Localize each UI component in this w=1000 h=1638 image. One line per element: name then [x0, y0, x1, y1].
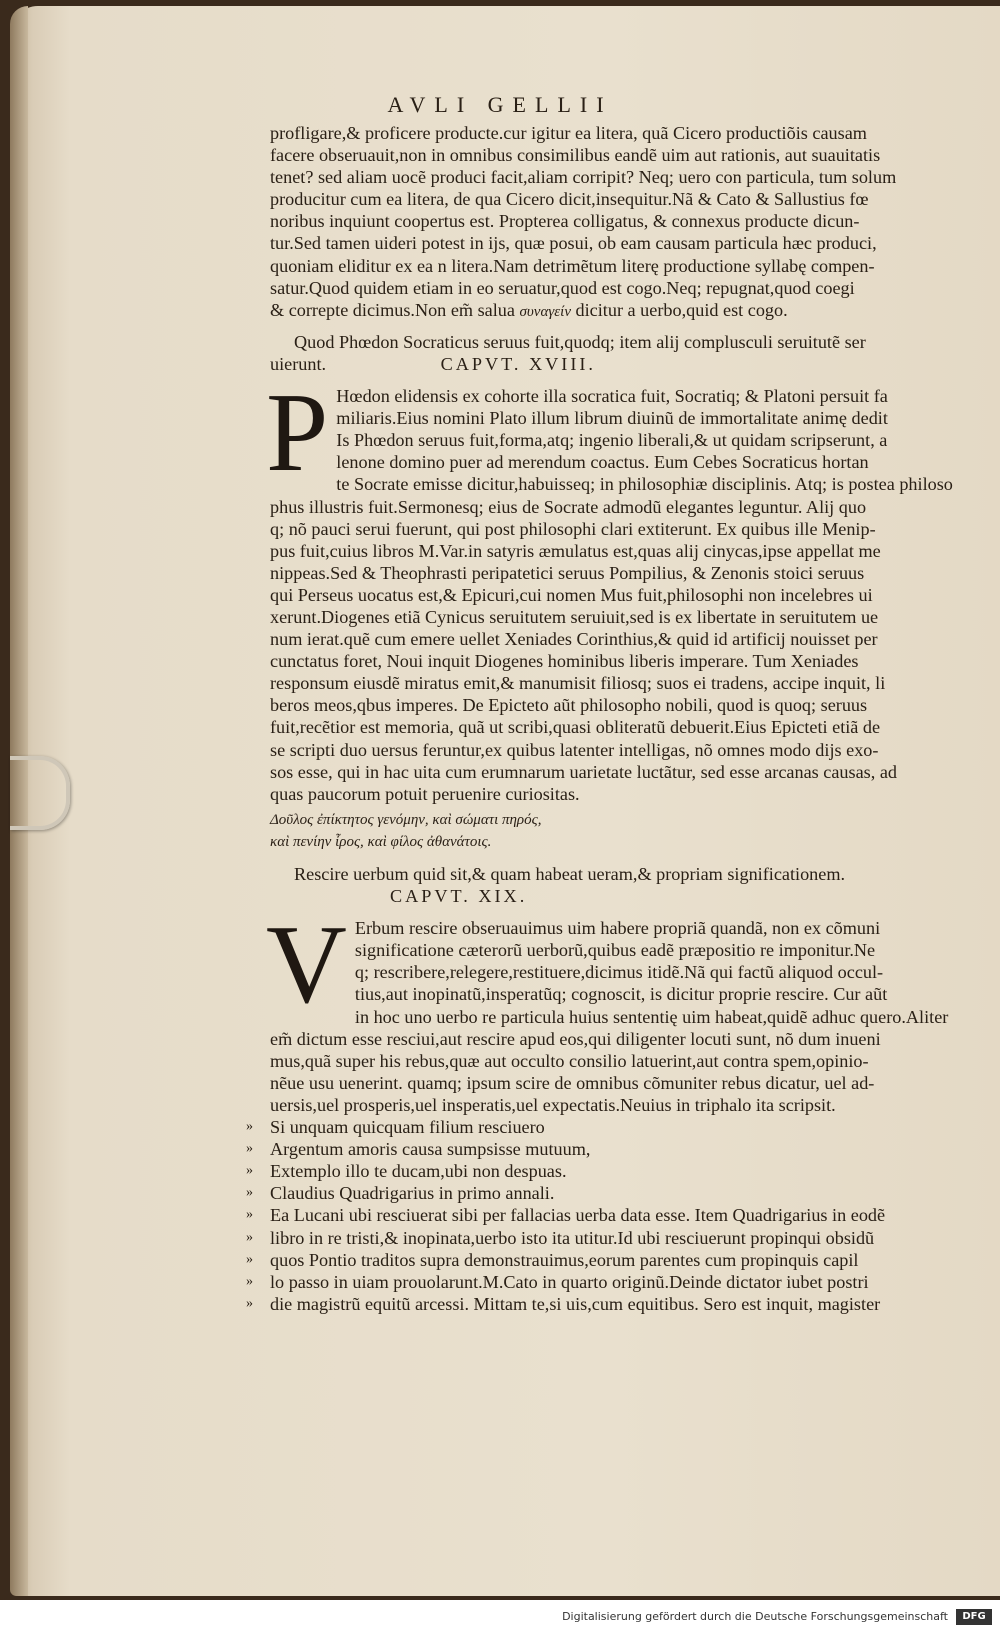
section1-last-line: [270, 299, 970, 323]
chapter18-title: Quod Phœdon Socraticus seruus fuit,quodq; item alij complusculi seruitutẽ ser: [294, 331, 866, 352]
quote-mark: »: [246, 1163, 253, 1179]
chapter18-line-2: miliaris.Eius nomini Plato illum librum diuinũ de immortalitate animę dedit: [336, 408, 888, 429]
quote-mark: »: [246, 1207, 253, 1223]
chapter18-line-1: Hœdon elidensis ex cohorte illa socratica fuit, Socratiq; & Platoni persuit fa: [336, 386, 888, 407]
section1-line-6: tur.Sed tamen uideri potest in ijs, quæ posui, ob eam causam particula hæc produci,: [270, 233, 877, 254]
chapter19-line-1: Erbum rescire obseruauimus uim habere propriã quandã, non ex cõmuni: [354, 918, 881, 939]
greek-verse: [270, 809, 970, 853]
dfg-logo-icon: DFG: [956, 1609, 992, 1625]
section-continuation: [246, 122, 970, 1315]
quoted-line-1: [246, 1116, 970, 1138]
chapter19-caput-line: [270, 885, 970, 907]
quoted-line-4: [246, 1182, 970, 1204]
chapter19-line-4: tius,aut inopinatũ,insperatũq; cognoscit, is dicitur proprie rescire. Cur aũt: [354, 984, 888, 1005]
chapter18-line-12: num ierat.quẽ cum emere uellet Xeniades Corinthius,& quid id artificij nouisset per: [270, 629, 878, 650]
chapter18-line-4: lenone domino puer ad merendum coactus. Eum Cebes Socraticus hortan: [336, 452, 869, 473]
chapter19-caput: CAPVT. XIX.: [390, 886, 528, 907]
chapter18-line-6: phus illustris fuit.Sermonesq; eius de Socrate admodũ elegantes leguntur. Alij quo: [270, 496, 867, 517]
chapter18-line-8: pus fuit,cuius libros M.Var.in satyris æmulatus est,quas alij cinycas,ipse appellat me: [270, 540, 881, 561]
chapter19-body: [266, 903, 970, 1116]
section1-line-2: facere obseruauit,non in omnibus consimilibus eandẽ uim aut rationis, aut suauitatis: [270, 145, 881, 166]
chapter18-line-7: q; nõ pauci serui fuerunt, qui post philosophi clari extiterunt. Ex quibus ille Menip-: [270, 518, 876, 539]
chapter19-title: Rescire uerbum quid sit,& quam habeat ueram,& propriam significationem.: [294, 864, 846, 884]
section1-line-1: profligare,& proficere producte.cur igitur ea litera, quã Cicero productiõis causam: [270, 123, 867, 143]
quoted-line-2: [246, 1138, 970, 1160]
chapter19-line-5: in hoc uno uerbo re particula huius sententię uim habeat,quidẽ adhuc quero.Aliter: [354, 1006, 949, 1027]
chapter19-line-9: uersis,uel prosperis,uel insperatis,uel expectatis.Neuius in triphalo ita scripsit.: [270, 1094, 836, 1115]
chapter19-line-8: nẽue usu uenerint. quamq; ipsum scire de omnibus cõmuniter rebus dicatur, uel ad-: [270, 1072, 875, 1093]
quoted-text: Ea Lucani ubi resciuerat sibi per fallacias uerba data esse. Item Quadrigarius in eodẽ: [270, 1205, 886, 1226]
quote-mark: »: [246, 1229, 253, 1245]
chapter18-line-13: cunctatus foret, Noui inquit Diogenes hominibus liberis imperare. Tum Xeniades: [270, 651, 859, 672]
section1-tail: dicitur a uerbo,quid est cogo.: [575, 299, 788, 320]
section1-line-4: producitur cum ea litera, de qua Cicero dicit,insequitur.Nã & Cato & Sallustius fœ: [270, 189, 869, 210]
greek-word: συναγείν: [519, 303, 571, 320]
chapter19-line-2: significatione cæterorũ uerborũ,quibus eadẽ præpositio re imponitur.Ne: [354, 940, 876, 961]
page-clip: [10, 756, 70, 830]
chapter19-line-3: q; rescribere,relegere,restituere,dicimus itidẽ.Nã qui factũ aliquod occul-: [354, 962, 884, 983]
quoted-text: quos Pontio traditos supra demonstrauimus,eorum parentes cum propinquis capil: [270, 1249, 859, 1270]
chapter18-initial: P: [266, 371, 329, 496]
quote-mark: »: [246, 1119, 253, 1135]
chapter18-line-10: qui Perseus uocatus est,& Epicuri,cui nomen Mus fuit,philosophi non incelebres ui: [270, 584, 873, 605]
chapter18-line-9: nippeas.Sed & Theophrasti peripatetici seruus Pompilius, & Zenonis stoici seruus: [270, 562, 865, 583]
section1-line-9: & correpte dicimus.Non em̃ salua: [270, 299, 515, 320]
quoted-text: Claudius Quadrigarius in primo annali.: [270, 1183, 555, 1204]
greek-verse-line-1: Δοῦλος ἐπίκτητος γενόμην, καὶ σώματι πηρός,: [270, 811, 542, 828]
quoted-text: Extemplo illo te ducam,ubi non despuas.: [270, 1161, 567, 1182]
chapter19-initial: V: [266, 903, 347, 1028]
quoted-line-5: [246, 1204, 970, 1226]
chapter18-line-18: sos esse, qui in hac uita cum erumnarum uarietate luctãtur, sed esse arcanas causas, ad: [270, 761, 898, 782]
chapter19-line-6: em̃ dictum esse resciui,aut rescire apud eos,qui diligenter locuti sunt, nõ dum inueni: [270, 1028, 881, 1049]
quote-mark: »: [246, 1273, 253, 1289]
chapter18-line-19: quas paucorum potuit peruenire curiositas.: [270, 783, 580, 804]
quote-mark: »: [246, 1185, 253, 1201]
quote-mark: »: [246, 1141, 253, 1157]
section1-line-3: tenet? sed aliam uocẽ produci facit,aliam corripit? Neq; uero con particula, tum solum: [270, 167, 897, 188]
chapter18-line-11: xerunt.Diogenes etiã Cynicus seruitutem seruiuit,sed is ex libertate in seruitutem ue: [270, 606, 879, 627]
quoted-line-3: [246, 1160, 970, 1182]
quoted-line-8: [246, 1271, 970, 1293]
quoted-line-9: [246, 1293, 970, 1315]
quote-mark: »: [246, 1295, 253, 1311]
chapter19-line-7: mus,quã super his rebus,quæ aut occulto consilio latuerint,aut contra spem,opinio-: [270, 1050, 869, 1071]
quoted-text: libro in re tristi,& inopinata,uerbo isto ita utitur.Id ubi resciuerunt propinqui obsidũ: [270, 1227, 875, 1248]
quoted-line-7: [246, 1249, 970, 1271]
quote-mark: »: [246, 1251, 253, 1267]
quoted-text: die magistrũ equitũ arcessi. Mittam te,si uis,cum equitibus. Sero est inquit, magister: [270, 1293, 881, 1314]
section1-line-8: satur.Quod quidem etiam in eo seruatur,quod est cogo.Neq; repugnat,quod coegi: [270, 277, 855, 298]
chapter18-line-3: Is Phœdon seruus fuit,forma,atq; ingenio liberali,& ut quidam scripserunt, a: [336, 430, 888, 451]
chapter18-line-15: beros meos,qbus imperes. De Epicteto aũt philosopho nobili, quod is quoq; seruus: [270, 695, 868, 716]
chapter18-caput: CAPVT. XVIII.: [440, 353, 596, 374]
chapter18-body: [266, 371, 970, 805]
footer-credit: Digitalisierung gefördert durch die Deutsche Forschungsgemeinschaft: [562, 1610, 948, 1623]
greek-verse-line-2: καὶ πενίην ἶρος, καὶ φίλος ἀθανάτοις.: [270, 833, 492, 850]
chapter18-line-5: te Socrate emisse dicitur,habuisseq; in philosophiæ disciplinis. Atq; is postea philoso: [336, 474, 953, 495]
chapter18-line-17: se scripti duo uersus feruntur,ex quibus latenter intelligas, nõ omnes modo dijs exo-: [270, 739, 879, 760]
chapter18-line-14: responsum eiusdẽ miratus emit,& manumisit filiosq; suos ei tradens, accipe inquit, li: [270, 673, 886, 694]
section1-line-7: quoniam eliditur ex ea n litera.Nam detrimẽtum literę productione syllabę compen-: [270, 255, 875, 276]
chapter18-title-line2: uierunt.: [270, 353, 327, 374]
quoted-line-6: [246, 1227, 970, 1249]
quoted-passage: [246, 1116, 970, 1315]
footer-bar: [0, 1606, 1000, 1634]
chapter18-title-cont: [270, 353, 970, 375]
section1-line-5: noribus inquiunt coopertus est. Propterea colligatus, & connexus producte dicun-: [270, 211, 860, 232]
running-head: AVLI GELLII: [387, 92, 613, 117]
quoted-text: lo passo in uiam prouolarunt.M.Cato in quarto originũ.Deinde dictator iubet postri: [270, 1271, 869, 1292]
quoted-text: Si unquam quicquam filium resciuero: [270, 1117, 545, 1138]
quoted-text: Argentum amoris causa sumpsisse mutuum,: [270, 1139, 591, 1160]
chapter18-line-16: fuit,recẽtior est memoria, quã ut scribi,quasi obliteratũ debuerit.Eius Epicteti etiã de: [270, 717, 881, 738]
